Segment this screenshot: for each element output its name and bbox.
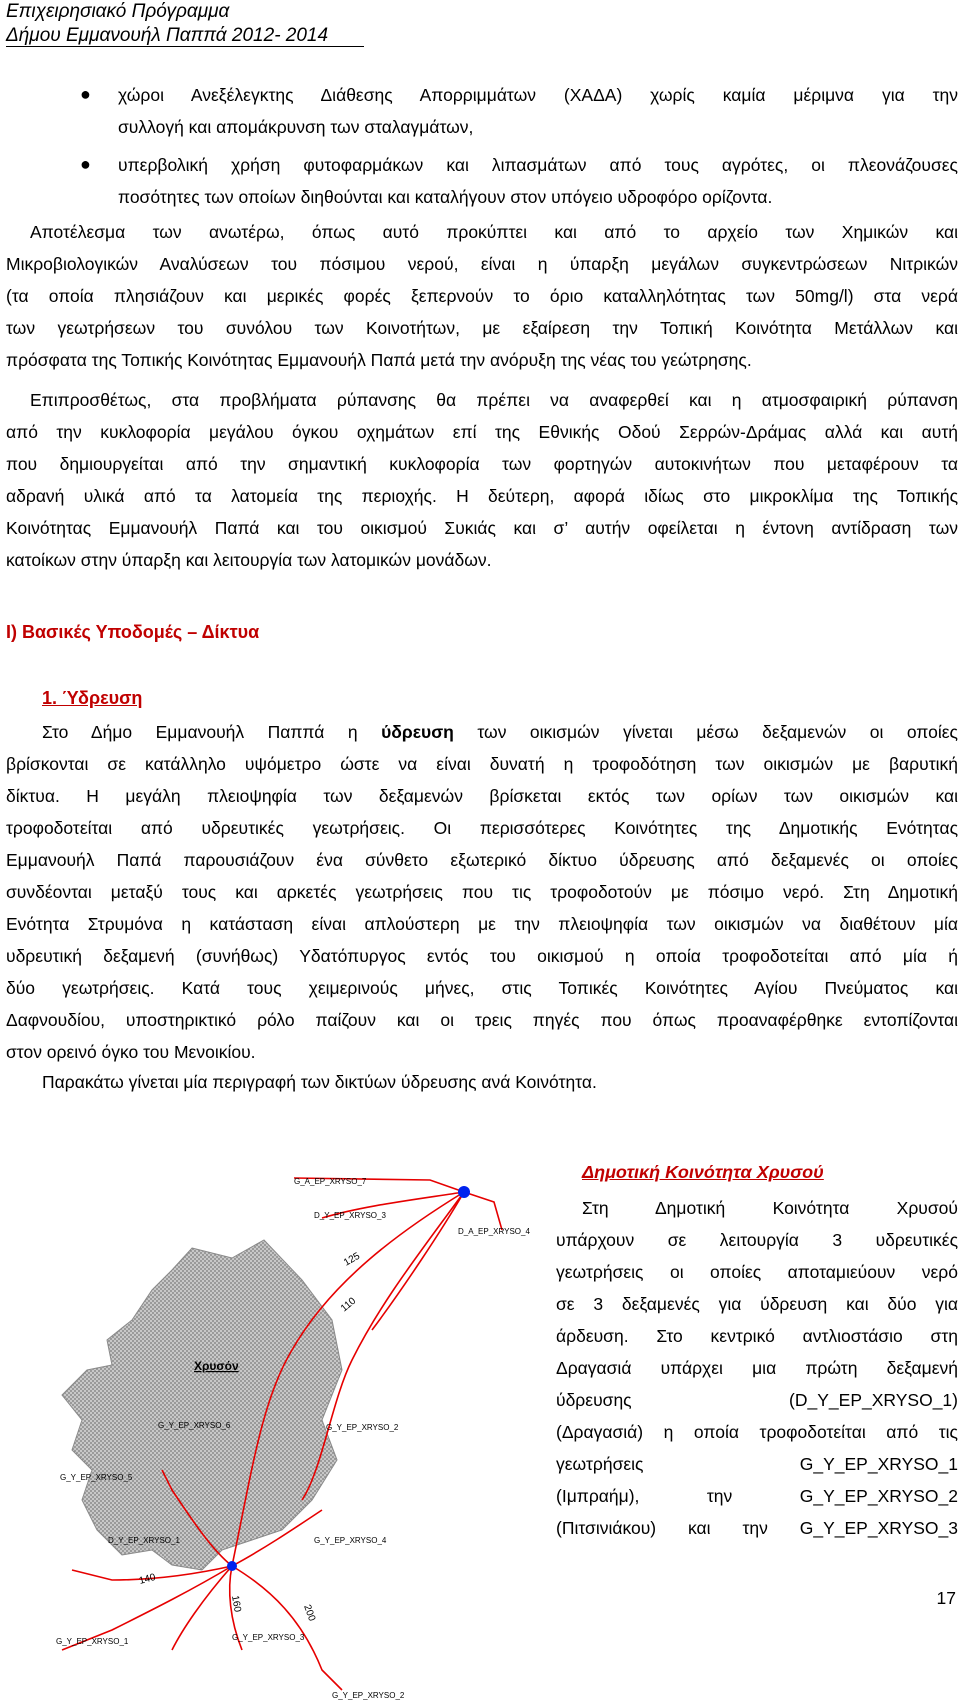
text-line: συνδέονται μεταξύ τους και αρκετές γεωτρήσεις που τις τροφοδοτούν με πόσιμο νερό. Στη Δημοτική [6, 882, 958, 902]
text-line: κατοίκων στην ύπαρξη και λειτουργία των λατομικών μονάδων. [6, 550, 492, 570]
node-label: G_Y_EP_XRYSO_2 [326, 1423, 399, 1432]
section-heading [6, 622, 259, 643]
text-line [6, 716, 958, 748]
text-line: γεωτρήσεις οι οποίες αποταμιεύουν νερό [556, 1262, 958, 1282]
bullet-line: χώροι Ανεξέλεγκτης Διάθεσης Απορριμμάτων (ΧΑΔΑ) χωρίς καμία μέριμνα για την [118, 85, 958, 105]
page-number: 17 [936, 1588, 956, 1608]
reservoir-node [458, 1186, 470, 1198]
pipe-length-label: 140 [137, 1571, 157, 1587]
node-label: D_Y_EP_XRYSO_1 [108, 1536, 180, 1545]
pipe-length-label: 125 [342, 1250, 362, 1269]
node-label: D_A_EP_XRYSO_4 [458, 1227, 530, 1236]
bullet-item-2 [118, 149, 958, 213]
document-header [6, 0, 328, 48]
text-fragment: Στο Δήμο Εμμανουήλ Παππά η [42, 722, 382, 742]
node-label: G_Y_EP_XRYSO_2 [332, 1691, 405, 1700]
bullet-dot: ● [80, 154, 91, 174]
subsection-heading [42, 688, 142, 709]
text-line: Ενότητα Στρυμόνα η κατάσταση είναι απλούστερη με την πλειοψηφία των οικισμών να διαθέτουν μία [6, 914, 958, 934]
text-line: γεωτρήσεις G_Y_EP_XRYSO_1 [556, 1454, 958, 1474]
header-title: Επιχειρησιακό Πρόγραμμα [6, 1, 230, 22]
paragraph-intro-networks [42, 1066, 942, 1098]
text-line: δύο γεωτρήσεις. Κατά τους χειμερινούς μήνες, στις Τοπικές Κοινότητες Αγίου Πνεύματος και [6, 978, 958, 998]
bold-term: ύδρευση [381, 722, 454, 742]
bullet-line: υπερβολική χρήση φυτοφαρμάκων και λιπασμάτων από τους αγρότες, οι πλεονάζουσες [118, 155, 958, 175]
community-description [556, 1192, 958, 1544]
paragraph-air-pollution [6, 384, 958, 576]
text-line: Παρακάτω γίνεται μία περιγραφή των δικτύων ύδρευσης ανά Κοινότητα. [42, 1072, 597, 1092]
text-line: Αποτέλεσμα των ανωτέρω, όπως αυτό προκύπτει και από το αρχείο των Χημικών και [30, 222, 958, 242]
text-line: σε 3 δεξαμενές για ύδρευση και δύο για [556, 1294, 958, 1314]
text-line: Κοινότητας Εμμανουήλ Παπά και του οικισμού Συκιάς και σ’ αυτήν οφείλεται η έντονη αντίδραση των [6, 518, 958, 538]
town-label: Χρυσόν [194, 1359, 239, 1373]
text-line: τροφοδοτείται από υδρευτικές γεωτρήσεις. Οι περισσότερες Κοινότητες της Δημοτικής Ενότητας [6, 818, 958, 838]
text-line: Μικροβιολογικών Αναλύσεων του πόσιμου νερού, είναι η ύπαρξη μεγάλων συγκεντρώσεων Νιτρικών [6, 254, 958, 274]
community-heading [582, 1162, 824, 1183]
node-label: D_Y_EP_XRYSO_3 [314, 1211, 386, 1220]
paragraph-nitrates [6, 216, 958, 376]
node-label: G_Y_EP_XRYSO_4 [314, 1536, 387, 1545]
text-line: βρίσκονται σε κατάλληλο υψόμετρο ώστε να είναι δυνατή η τροφοδότηση των οικισμών με βαρυτική [6, 754, 958, 774]
pipe-length-label: 160 [229, 1594, 243, 1613]
text-line: Εμμανουήλ Παπά παρουσιάζουν ένα σύνθετο εξωτερικό δίκτυο ύδρευσης από δεξαμενές οι οποίες [6, 850, 958, 870]
text-line: δίκτυα. Η μεγάλη πλειοψηφία των δεξαμενών βρίσκεται εκτός των ορίων των οικισμών και [6, 786, 958, 806]
bullet-item-1 [118, 79, 958, 143]
text-line: Δραγασιά υπάρχει μια πρώτη δεξαμενή [556, 1358, 958, 1378]
bullet-dot: ● [80, 84, 91, 104]
header-underline [6, 46, 364, 47]
text-line: στον ορεινό όγκο του Μενοικίου. [6, 1042, 256, 1062]
node-label: G_Y_EP_XRYSO_1 [56, 1637, 129, 1646]
text-line: αδρανή υλικά από τα λατομεία της περιοχής. Η δεύτερη, αφορά ιδίως στο μικροκλίμα της Τοπικής [6, 486, 958, 506]
text-line: υδρευτική δεξαμενή (συνήθως) Υδατόπυργος εντός του οικισμού η οποία τροφοδοτείται από μία ή [6, 946, 958, 966]
paragraph-water-supply [6, 716, 958, 1068]
text-line: Επιπροσθέτως, στα προβλήματα ρύπανσης θα πρέπει να αναφερθεί και η ατμοσφαιρική ρύπανση [30, 390, 958, 410]
bullet-line: συλλογή και απομάκρυνση των σταλαγμάτων, [118, 117, 474, 137]
text-line: (Πιτσινιάκου) και την G_Y_EP_XRYSO_3 [556, 1518, 958, 1538]
reservoir-node [227, 1561, 237, 1571]
text-line: (τα οποία πλησιάζουν και μερικές φορές ξεπερνούν το όριο καταλληλότητας των 50mg/l) στα νερά [6, 286, 958, 306]
community-heading-text: Δημοτική Κοινότητα Χρυσού [582, 1162, 824, 1182]
text-line: (Ιμπραήμ), την G_Y_EP_XRYSO_2 [556, 1486, 958, 1506]
node-label: G_Y_EP_XRYSO_6 [158, 1421, 231, 1430]
text-line: πρόσφατα της Τοπικής Κοινότητας Εμμανουήλ Παπά μετά την ανόρυξη της νέας του γεώτρησης. [6, 350, 752, 370]
text-line: υπάρχουν σε λειτουργία 3 υδρευτικές [556, 1230, 958, 1250]
text-line: Δαφνουδίου, υποστηρικτικό ρόλο παίζουν και οι τρεις πηγές που όπως προαναφέρθηκε εντοπίζονται [6, 1010, 958, 1030]
header-subtitle: Δήμου Εμμανουήλ Παππά 2012- 2014 [6, 25, 329, 46]
bullet-line: ποσότητες των οποίων διηθούνται και καταλήγουν στον υπόγειο υδροφόρο ορίζοντα. [118, 187, 773, 207]
node-label: G_Y_EP_XRYSO_5 [60, 1473, 133, 1482]
water-network-map [2, 1170, 542, 1706]
text-line: των γεωτρήσεων του συνόλου των Κοινοτήτων, με εξαίρεση την Τοπική Κοινότητα Μετάλλων και [6, 318, 958, 338]
text-line: ύδρευσης (D_Y_EP_XRYSO_1) [556, 1390, 958, 1410]
text-line: Στη Δημοτική Κοινότητα Χρυσού [582, 1198, 958, 1218]
node-label: G_Y_EP_XRYSO_3 [232, 1633, 305, 1642]
text-line: που δημιουργείται από την σημαντική κυκλοφορία των φορτηγών αυτοκινήτων που μεταφέρουν τα [6, 454, 958, 474]
node-label: G_A_EP_XRYSO_7 [294, 1177, 367, 1186]
pipe-length-label: 110 [338, 1295, 359, 1315]
text-line: (Δραγασιά) η οποία τροφοδοτείται από τις [556, 1422, 958, 1442]
text-line: από την κυκλοφορία μεγάλου όγκου οχημάτων επί της Εθνικής Οδού Σερρών-Δράμας αλλά και αυτή [6, 422, 958, 442]
pipe-length-label: 200 [301, 1603, 318, 1623]
text-fragment: των οικισμών γίνεται μέσω δεξαμενών οι οποίες [453, 722, 958, 742]
text-line: άρδευση. Στο κεντρικό αντλιοστάσιο στη [556, 1326, 958, 1346]
section-heading-text: Ι) Βασικές Υποδομές – Δίκτυα [6, 622, 260, 642]
subsection-heading-text: 1. Ύδρευση [42, 688, 143, 708]
